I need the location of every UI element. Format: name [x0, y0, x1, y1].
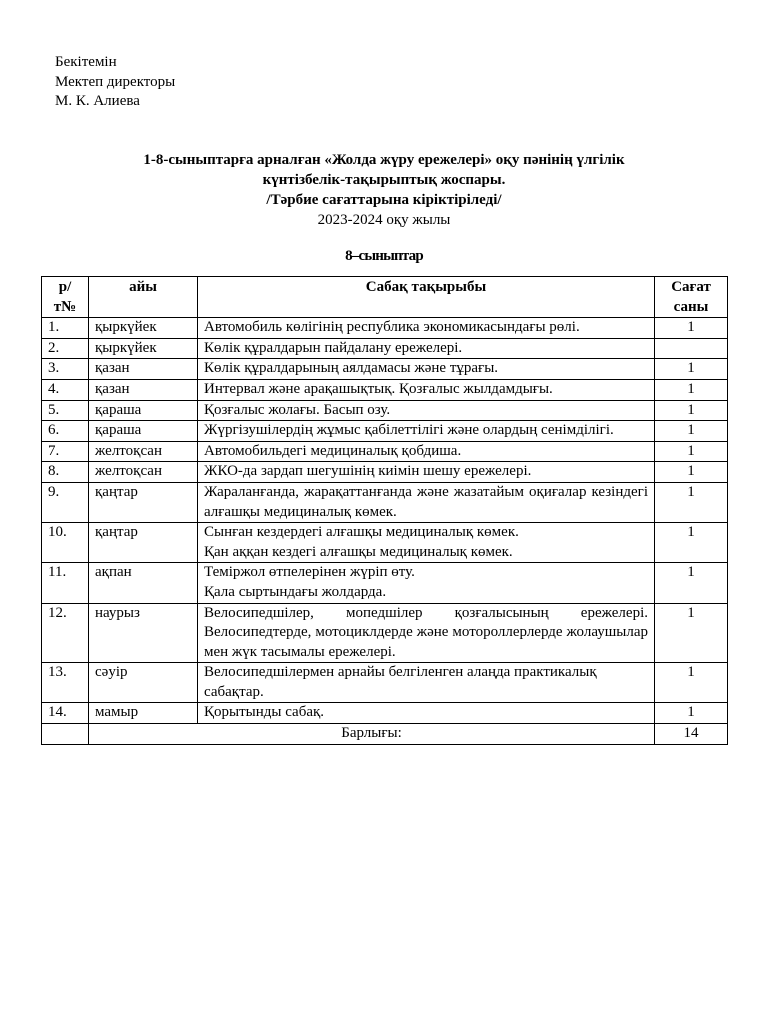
table-row	[42, 338, 728, 359]
table-header-row	[42, 277, 728, 318]
row-hours: 1	[655, 462, 728, 483]
row-topic: Көлік құралдарының аялдамасы және тұрағы.	[198, 359, 655, 380]
row-number: 3.	[42, 359, 89, 380]
row-number: 7.	[42, 441, 89, 462]
row-month: қараша	[89, 421, 198, 442]
row-hours: 1	[655, 703, 728, 724]
row-number: 5.	[42, 400, 89, 421]
row-number: 11.	[42, 563, 89, 603]
document-title	[40, 150, 728, 230]
header-topic: Сабақ тақырыбы	[198, 277, 655, 318]
table-row	[42, 441, 728, 462]
title-line-2: күнтізбелік-тақырыптық жоспары.	[262, 172, 506, 188]
academic-year: 2023-2024 оқу жылы	[317, 212, 451, 228]
title-line-3: /Тәрбие сағаттарына кіріктіріледі/	[266, 192, 502, 208]
header-number-line-1: р/	[58, 279, 72, 295]
row-hours: 1	[655, 603, 728, 663]
row-month: наурыз	[89, 603, 198, 663]
row-month: желтоқсан	[89, 441, 198, 462]
table-row	[42, 703, 728, 724]
total-value: 14	[655, 724, 728, 745]
table-row	[42, 318, 728, 339]
row-hours: 1	[655, 563, 728, 603]
row-month: сәуір	[89, 663, 198, 703]
row-month: қараша	[89, 400, 198, 421]
row-topic: Автомобильдегі медициналық қобдиша.	[198, 441, 655, 462]
title-line-1: 1-8-сыныптарға арналған «Жолда жүру ережелері» оқу пәнінің үлгілік	[143, 152, 625, 168]
row-topic: ЖКО-да зардап шегушінің киімін шешу ережелері.	[198, 462, 655, 483]
header-hours-line-2: саны	[673, 298, 709, 315]
row-hours: 1	[655, 379, 728, 400]
header-month: айы	[89, 277, 198, 318]
row-hours	[655, 338, 728, 359]
header-hours	[655, 277, 728, 318]
lesson-plan-table	[41, 276, 728, 745]
row-month: қаңтар	[89, 523, 198, 563]
row-number: 1.	[42, 318, 89, 339]
row-number: 2.	[42, 338, 89, 359]
row-number: 8.	[42, 462, 89, 483]
row-topic: Велосипедшілермен арнайы белгіленген алаңда практикалық сабақтар.	[198, 663, 655, 703]
row-number: 10.	[42, 523, 89, 563]
table-row	[42, 663, 728, 703]
table-row	[42, 359, 728, 380]
row-number: 14.	[42, 703, 89, 724]
table-row	[42, 421, 728, 442]
row-hours: 1	[655, 318, 728, 339]
row-number: 13.	[42, 663, 89, 703]
table-total-row	[42, 724, 728, 745]
row-hours: 1	[655, 400, 728, 421]
row-topic: Жараланғанда, жарақаттанғанда және жазатайым оқиғалар кезіндегі алғашқы медициналық көмек.	[198, 482, 655, 522]
header-hours-line-1: Сағат	[671, 279, 711, 295]
row-topic: Қорытынды сабақ.	[198, 703, 655, 724]
row-number: 9.	[42, 482, 89, 522]
row-topic: Велосипедшілер, мопедшілер қозғалысының ережелері. Велосипедтерде, мотоциклдерде және мотороллерлерде жолаушылар мен жүк тасымалы ережелері.	[198, 603, 655, 663]
table-row	[42, 400, 728, 421]
table-row	[42, 563, 728, 603]
table-row	[42, 603, 728, 663]
row-number: 12.	[42, 603, 89, 663]
row-number: 4.	[42, 379, 89, 400]
row-hours: 1	[655, 359, 728, 380]
header-number	[42, 277, 89, 318]
row-topic: Көлік құралдарын пайдалану ережелері.	[198, 338, 655, 359]
row-topic: Автомобиль көлігінің республика экономикасындағы рөлі.	[198, 318, 655, 339]
grade-heading: 8–сыныптар	[345, 248, 423, 264]
row-topic-line: Қала сыртындағы жолдарда.	[204, 583, 387, 600]
row-topic	[198, 523, 655, 563]
row-hours: 1	[655, 663, 728, 703]
row-topic-line: Қан аққан кездегі алғашқы медициналық көмек.	[204, 543, 513, 560]
approval-position: Мектеп директоры	[55, 73, 176, 90]
table-row	[42, 462, 728, 483]
row-hours: 1	[655, 482, 728, 522]
row-hours: 1	[655, 441, 728, 462]
table-row	[42, 523, 728, 563]
row-month: қыркүйек	[89, 338, 198, 359]
row-topic-line: Теміржол өтпелерінен жүріп өту.	[204, 564, 415, 581]
row-hours: 1	[655, 421, 728, 442]
approval-signatory: М. К. Алиева	[55, 93, 140, 109]
total-label: Барлығы:	[89, 724, 655, 745]
row-number: 6.	[42, 421, 89, 442]
header-number-line-2: т№	[53, 298, 77, 315]
row-topic	[198, 563, 655, 603]
row-month: қаңтар	[89, 482, 198, 522]
approval-block	[55, 53, 175, 112]
row-topic-line: Сынған кездердегі алғашқы медициналық көмек.	[204, 524, 519, 541]
row-topic: Қозғалыс жолағы. Басып озу.	[198, 400, 655, 421]
row-month: қазан	[89, 379, 198, 400]
row-month: желтоқсан	[89, 462, 198, 483]
row-topic: Интервал және арақашықтық. Қозғалыс жылдамдығы.	[198, 379, 655, 400]
row-month: мамыр	[89, 703, 198, 724]
row-month: қазан	[89, 359, 198, 380]
table-row	[42, 379, 728, 400]
row-hours: 1	[655, 523, 728, 563]
approval-line: Бекітемін	[55, 54, 117, 70]
table-row	[42, 482, 728, 522]
row-month: қыркүйек	[89, 318, 198, 339]
row-month: ақпан	[89, 563, 198, 603]
total-empty-cell	[42, 724, 89, 745]
row-topic: Жүргізушілердің жұмыс қабілеттілігі және олардың сенімділігі.	[198, 421, 655, 442]
